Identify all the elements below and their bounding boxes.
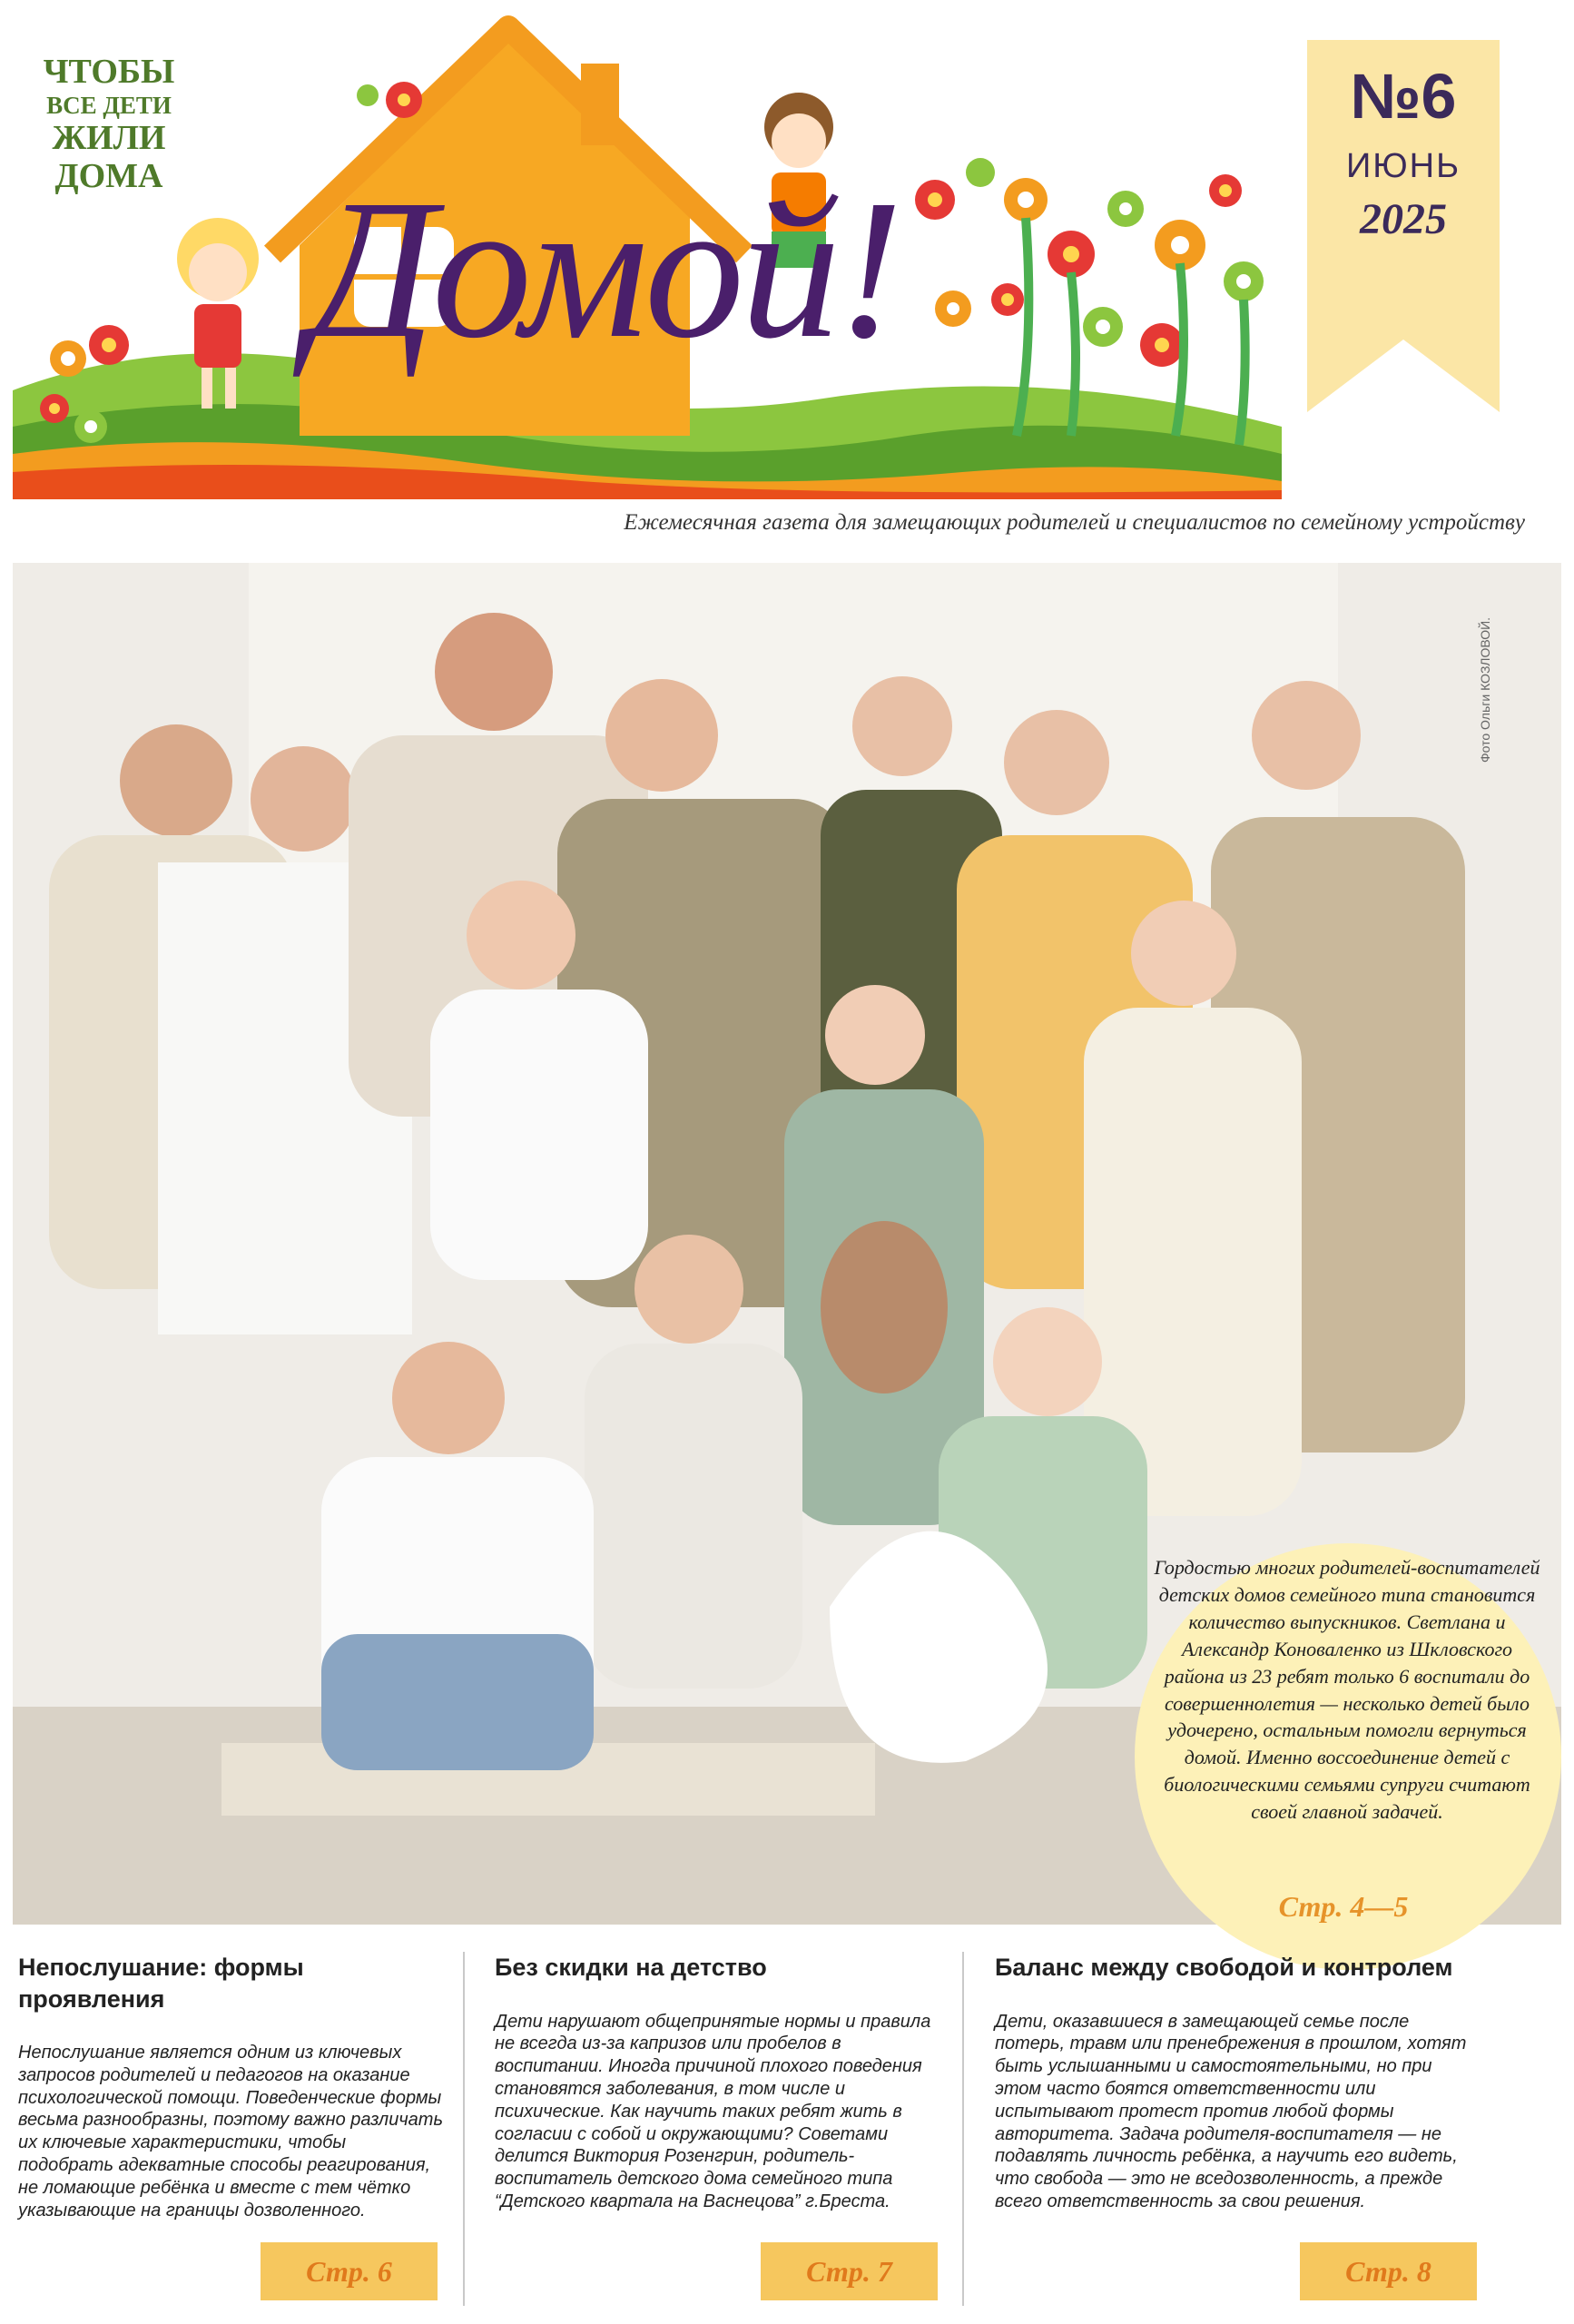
article-3-body: Дети, оказавшиеся в замещающей семье после потерь, травм или пренебрежения в прошлом, хотят быть услышанными и самостоятельными, но при этом часто боятся ответственности или испытывают протест против любой формы авторитета. Задача родителя-воспитателя — не подавлять личность ребёнка, а научить его видеть, что свобода — это не вседозволенность, а прежде всего ответственность за свои решения. [995,2011,1467,2211]
article-3-page-ref[interactable]: Стр. 8 [1300,2242,1477,2300]
issue-month: ИЮНЬ [1345,147,1461,185]
article-1-body: Непослушание является одним из ключевых запросов родителей и педагогов на оказание психологической помощи. Поведенческие формы весьма разнообразны, поэтому важно различать их ключевые характеристики, чтобы подобрать адекватные способы реагирования, не ломающие ребёнка и вместе с тем чётко указывающие на границы дозволенного. [18,2043,443,2221]
photo-credit: Фото Ольги КОЗЛОВОЙ. [1478,616,1492,763]
lead-story-page-ref[interactable]: Стр. 4—5 [1278,1890,1409,1923]
slogan-line-4: ДОМА [54,157,163,196]
article-3 [995,1952,1467,2213]
article-2-title[interactable]: Без скидки на детство [495,1954,767,1981]
column-divider [463,1952,465,2306]
newspaper-logo: Домой! [309,158,900,379]
masthead [0,0,1574,545]
article-2-body: Дети нарушают общепринятые нормы и правила не всегда из-за капризов или пробелов в воспитании. Иногда причиной плохого поведения становятся заболевания, в том числе и психические. Как научить таких ребят жить в согласии с собой и окружающими? Советами делится Виктория Розенгрин, родитель-воспитатель детского дома семейного типа “Детского квартала на Васнецова” г.Бреста. [495,2011,931,2211]
slogan-line-2: ВСЕ ДЕТИ [46,91,172,119]
article-1-page-ref[interactable]: Стр. 6 [261,2242,438,2300]
lead-story-text: Гордостью многих родителей-воспитателей детских домов семейного типа становится количество выпускников. Светлана и Александр Коноваленко из Шкловского района из 23 ребят только 6 воспитали до совершеннолетия — несколько детей было удочерено, остальным помогли вернуться домой. Именно воссоединение детей с биологическими семьями супруги считают своей главной задачей. [1154,1556,1540,1824]
slogan [36,53,182,196]
slogan-line-1: ЧТОБЫ [43,53,175,91]
issue-flag [1307,40,1500,412]
article-1 [18,1952,443,2221]
article-1-title[interactable]: Непослушание: формы проявления [18,1954,304,2013]
issue-number: №6 [1350,61,1457,132]
issue-year: 2025 [1360,195,1447,243]
column-divider [962,1952,964,2306]
article-3-title[interactable]: Баланс между свободой и контролем [995,1954,1453,1981]
article-2-page-ref[interactable]: Стр. 7 [761,2242,938,2300]
newspaper-subtitle: Ежемесячная газета для замещающих родителей и специалистов по семейному устройству [624,510,1525,535]
slogan-line-3: ЖИЛИ [52,118,166,157]
article-2 [495,1952,949,2213]
